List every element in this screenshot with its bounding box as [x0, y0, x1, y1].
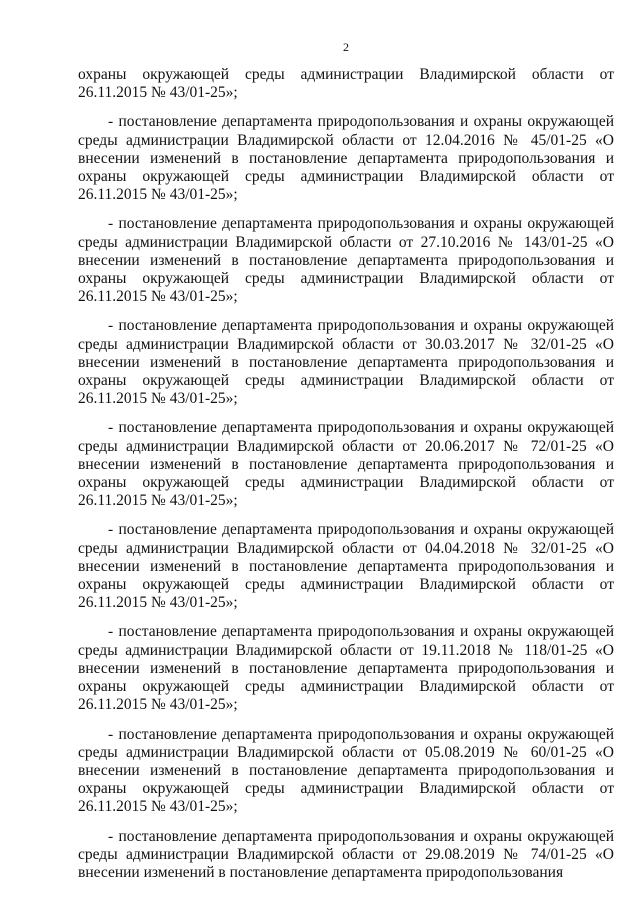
- page-number: 2: [343, 40, 349, 54]
- list-item-resolution: - постановление департамента природопользования и охраны окружающей среды администрации Владимирской области от 04.04.2018 № 32/01-25 «О внесении изменений в постановление департамента природопользования и охраны окружающей среды администрации Владимирской области от 26.11.2015 № 43/01-25»;: [78, 521, 614, 612]
- list-item-resolution: - постановление департамента природопользования и охраны окружающей среды администрации Владимирской области от 20.06.2017 № 72/01-25 «О внесении изменений в постановление департамента природопользования и охраны окружающей среды администрации Владимирской области от 26.11.2015 № 43/01-25»;: [78, 419, 614, 510]
- list-item-resolution: - постановление департамента природопользования и охраны окружающей среды администрации Владимирской области от 30.03.2017 № 32/01-25 «О внесении изменений в постановление департамента природопользования и охраны окружающей среды администрации Владимирской области от 26.11.2015 № 43/01-25»;: [78, 317, 614, 408]
- list-item-resolution: - постановление департамента природопользования и охраны окружающей среды администрации Владимирской области от 29.08.2019 № 74/01-25 «О внесении изменений в постановление департамента природопользования: [78, 827, 614, 881]
- list-item-resolution: - постановление департамента природопользования и охраны окружающей среды администрации Владимирской области от 05.08.2019 № 60/01-25 «О внесении изменений в постановление департамента природопользования и охраны окружающей среды администрации Владимирской области от 26.11.2015 № 43/01-25»;: [78, 725, 614, 816]
- list-item-resolution: - постановление департамента природопользования и охраны окружающей среды администрации Владимирской области от 19.11.2018 № 118/01-25 «О внесении изменений в постановление департамента природопользования и охраны окружающей среды администрации Владимирской области от 26.11.2015 № 43/01-25»;: [78, 623, 614, 714]
- document-page: [78, 40, 614, 882]
- list-item-resolution: - постановление департамента природопользования и охраны окружающей среды администрации Владимирской области от 27.10.2016 № 143/01-25 «О внесении изменений в постановление департамента природопользования и охраны окружающей среды администрации Владимирской области от 26.11.2015 № 43/01-25»;: [78, 215, 614, 306]
- list-item-resolution: - постановление департамента природопользования и охраны окружающей среды администрации Владимирской области от 12.04.2016 № 45/01-25 «О внесении изменений в постановление департамента природопользования и охраны окружающей среды администрации Владимирской области от 26.11.2015 № 43/01-25»;: [78, 113, 614, 204]
- paragraph-continuation: охраны окружающей среды администрации Владимирской области от 26.11.2015 № 43/01-25»;: [78, 66, 614, 102]
